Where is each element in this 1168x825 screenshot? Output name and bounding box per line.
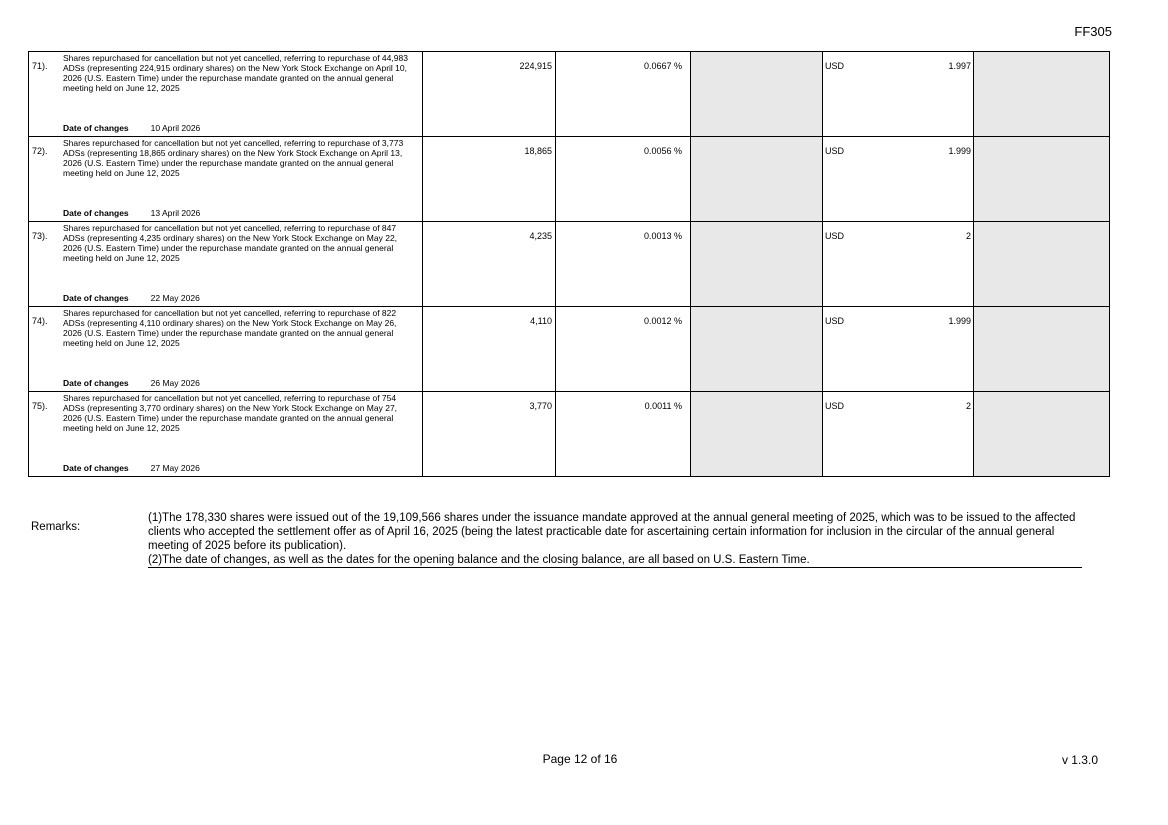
- date-value: 10 April 2026: [150, 123, 201, 133]
- date-label: Date of changes: [63, 208, 129, 218]
- percentage-value: 0.0667 %: [643, 61, 682, 71]
- row-index: 72).: [32, 146, 48, 156]
- blank-grey-cell: [974, 392, 1110, 477]
- percentage-cell: [556, 222, 691, 307]
- percentage-cell: [556, 137, 691, 222]
- currency: USD: [825, 146, 845, 156]
- row-index: 74).: [32, 316, 48, 326]
- date-of-changes: [63, 208, 200, 218]
- row-index: 73).: [32, 231, 48, 241]
- shares-value: 224,915: [519, 61, 552, 71]
- shares-value: 4,110: [530, 316, 552, 326]
- shares-value: 4,235: [529, 231, 552, 241]
- shares-cell: [423, 307, 556, 392]
- percentage-cell: [556, 307, 691, 392]
- currency: USD: [825, 401, 845, 411]
- price-value: 1.997: [948, 61, 971, 71]
- blank-grey-cell: [691, 52, 823, 137]
- form-code: FF305: [1074, 24, 1112, 39]
- price-cell: [823, 137, 974, 222]
- shares-cell: [423, 137, 556, 222]
- table-row: [29, 52, 1110, 137]
- blank-grey-cell: [974, 137, 1110, 222]
- date-label: Date of changes: [63, 463, 129, 473]
- remarks-label: Remarks:: [31, 521, 81, 533]
- price-value: 1.999: [948, 316, 971, 326]
- shares-cell: [423, 222, 556, 307]
- price-cell: [823, 222, 974, 307]
- blank-grey-cell: [691, 392, 823, 477]
- currency: USD: [825, 231, 845, 241]
- date-value: 13 April 2026: [150, 208, 201, 218]
- price-value: 1.999: [948, 146, 971, 156]
- table-row: [29, 307, 1110, 392]
- description-cell: [29, 137, 423, 222]
- row-description: Shares repurchased for cancellation but not yet cancelled, referring to repurchase of 3,773 ADSs (representing 18,865 ordinary shares) on the New York Stock Exchange on April 13, 2026 (U.S. Eastern Time) under the repurchase mandate granted on the annual general meeting held on June 12, 2025: [63, 138, 404, 178]
- date-label: Date of changes: [63, 123, 129, 133]
- price-cell: [823, 52, 974, 137]
- description-cell: [29, 52, 423, 137]
- remark-1: (1)The 178,330 shares were issued out of the 19,109,566 shares under the issuance mandate approved at the annual general meeting of 2025, which was to be issued to the affected clients who accepted the settlement offer as of April 16, 2025 (being the latest practicable date for ascertaining certain information for inclusion in the circular of the annual general meeting of 2025 before its publication).: [148, 512, 1076, 552]
- share-changes-table: [28, 51, 1110, 477]
- table-row: [29, 222, 1110, 307]
- remarks-body: [148, 511, 1082, 568]
- shares-value: 18,865: [524, 146, 552, 156]
- currency: USD: [825, 61, 845, 71]
- remark-2: (2)The date of changes, as well as the dates for the opening balance and the closing balance, are all based on U.S. Eastern Time.: [148, 553, 1082, 568]
- currency: USD: [825, 316, 845, 326]
- description-cell: [29, 392, 423, 477]
- row-description: Shares repurchased for cancellation but not yet cancelled, referring to repurchase of 44,983 ADSs (representing 224,915 ordinary shares) on the New York Stock Exchange on April 10, 2026 (U.S. Eastern Time) under the repurchase mandate granted on the annual general meeting held on June 12, 2025: [63, 53, 408, 93]
- shares-cell: [423, 392, 556, 477]
- blank-grey-cell: [691, 307, 823, 392]
- date-of-changes: [63, 463, 200, 473]
- date-label: Date of changes: [63, 378, 129, 388]
- blank-grey-cell: [974, 222, 1110, 307]
- blank-grey-cell: [691, 222, 823, 307]
- date-value: 22 May 2026: [150, 293, 200, 303]
- table-row: [29, 392, 1110, 477]
- price-value: 2: [965, 231, 971, 241]
- percentage-value: 0.0012 %: [643, 316, 682, 326]
- price-cell: [823, 307, 974, 392]
- row-description: Shares repurchased for cancellation but not yet cancelled, referring to repurchase of 847 ADSs (representing 4,235 ordinary shares) on the New York Stock Exchange on May 22, 2026 (U.S. Eastern Time) under the repurchase mandate granted on the annual general meeting held on June 12, 2025: [63, 223, 398, 263]
- row-description: Shares repurchased for cancellation but not yet cancelled, referring to repurchase of 754 ADSs (representing 3,770 ordinary shares) on the New York Stock Exchange on May 27, 2026 (U.S. Eastern Time) under the repurchase mandate granted on the annual general meeting held on June 12, 2025: [63, 393, 398, 433]
- shares-value: 3,770: [529, 401, 552, 411]
- percentage-value: 0.0011 %: [644, 401, 682, 411]
- date-of-changes: [63, 123, 200, 133]
- percentage-value: 0.0056 %: [643, 146, 682, 156]
- row-index: 71).: [32, 61, 48, 71]
- blank-grey-cell: [691, 137, 823, 222]
- version-label: v 1.3.0: [1061, 753, 1098, 767]
- price-value: 2: [965, 401, 971, 411]
- price-cell: [823, 392, 974, 477]
- table-row: [29, 137, 1110, 222]
- percentage-value: 0.0013 %: [643, 231, 682, 241]
- date-label: Date of changes: [63, 293, 129, 303]
- description-cell: [29, 307, 423, 392]
- shares-cell: [423, 52, 556, 137]
- description-cell: [29, 222, 423, 307]
- page-number: Page 12 of 16: [542, 752, 618, 766]
- percentage-cell: [556, 392, 691, 477]
- row-description: Shares repurchased for cancellation but not yet cancelled, referring to repurchase of 822 ADSs (representing 4,110 ordinary shares) on the New York Stock Exchange on May 26, 2026 (U.S. Eastern Time) under the repurchase mandate granted on the annual general meeting held on June 12, 2025: [63, 308, 397, 348]
- row-index: 75).: [32, 401, 48, 411]
- date-of-changes: [63, 378, 200, 388]
- percentage-cell: [556, 52, 691, 137]
- date-value: 27 May 2026: [150, 463, 200, 473]
- date-value: 26 May 2026: [150, 378, 200, 388]
- blank-grey-cell: [974, 307, 1110, 392]
- blank-grey-cell: [974, 52, 1110, 137]
- date-of-changes: [63, 293, 200, 303]
